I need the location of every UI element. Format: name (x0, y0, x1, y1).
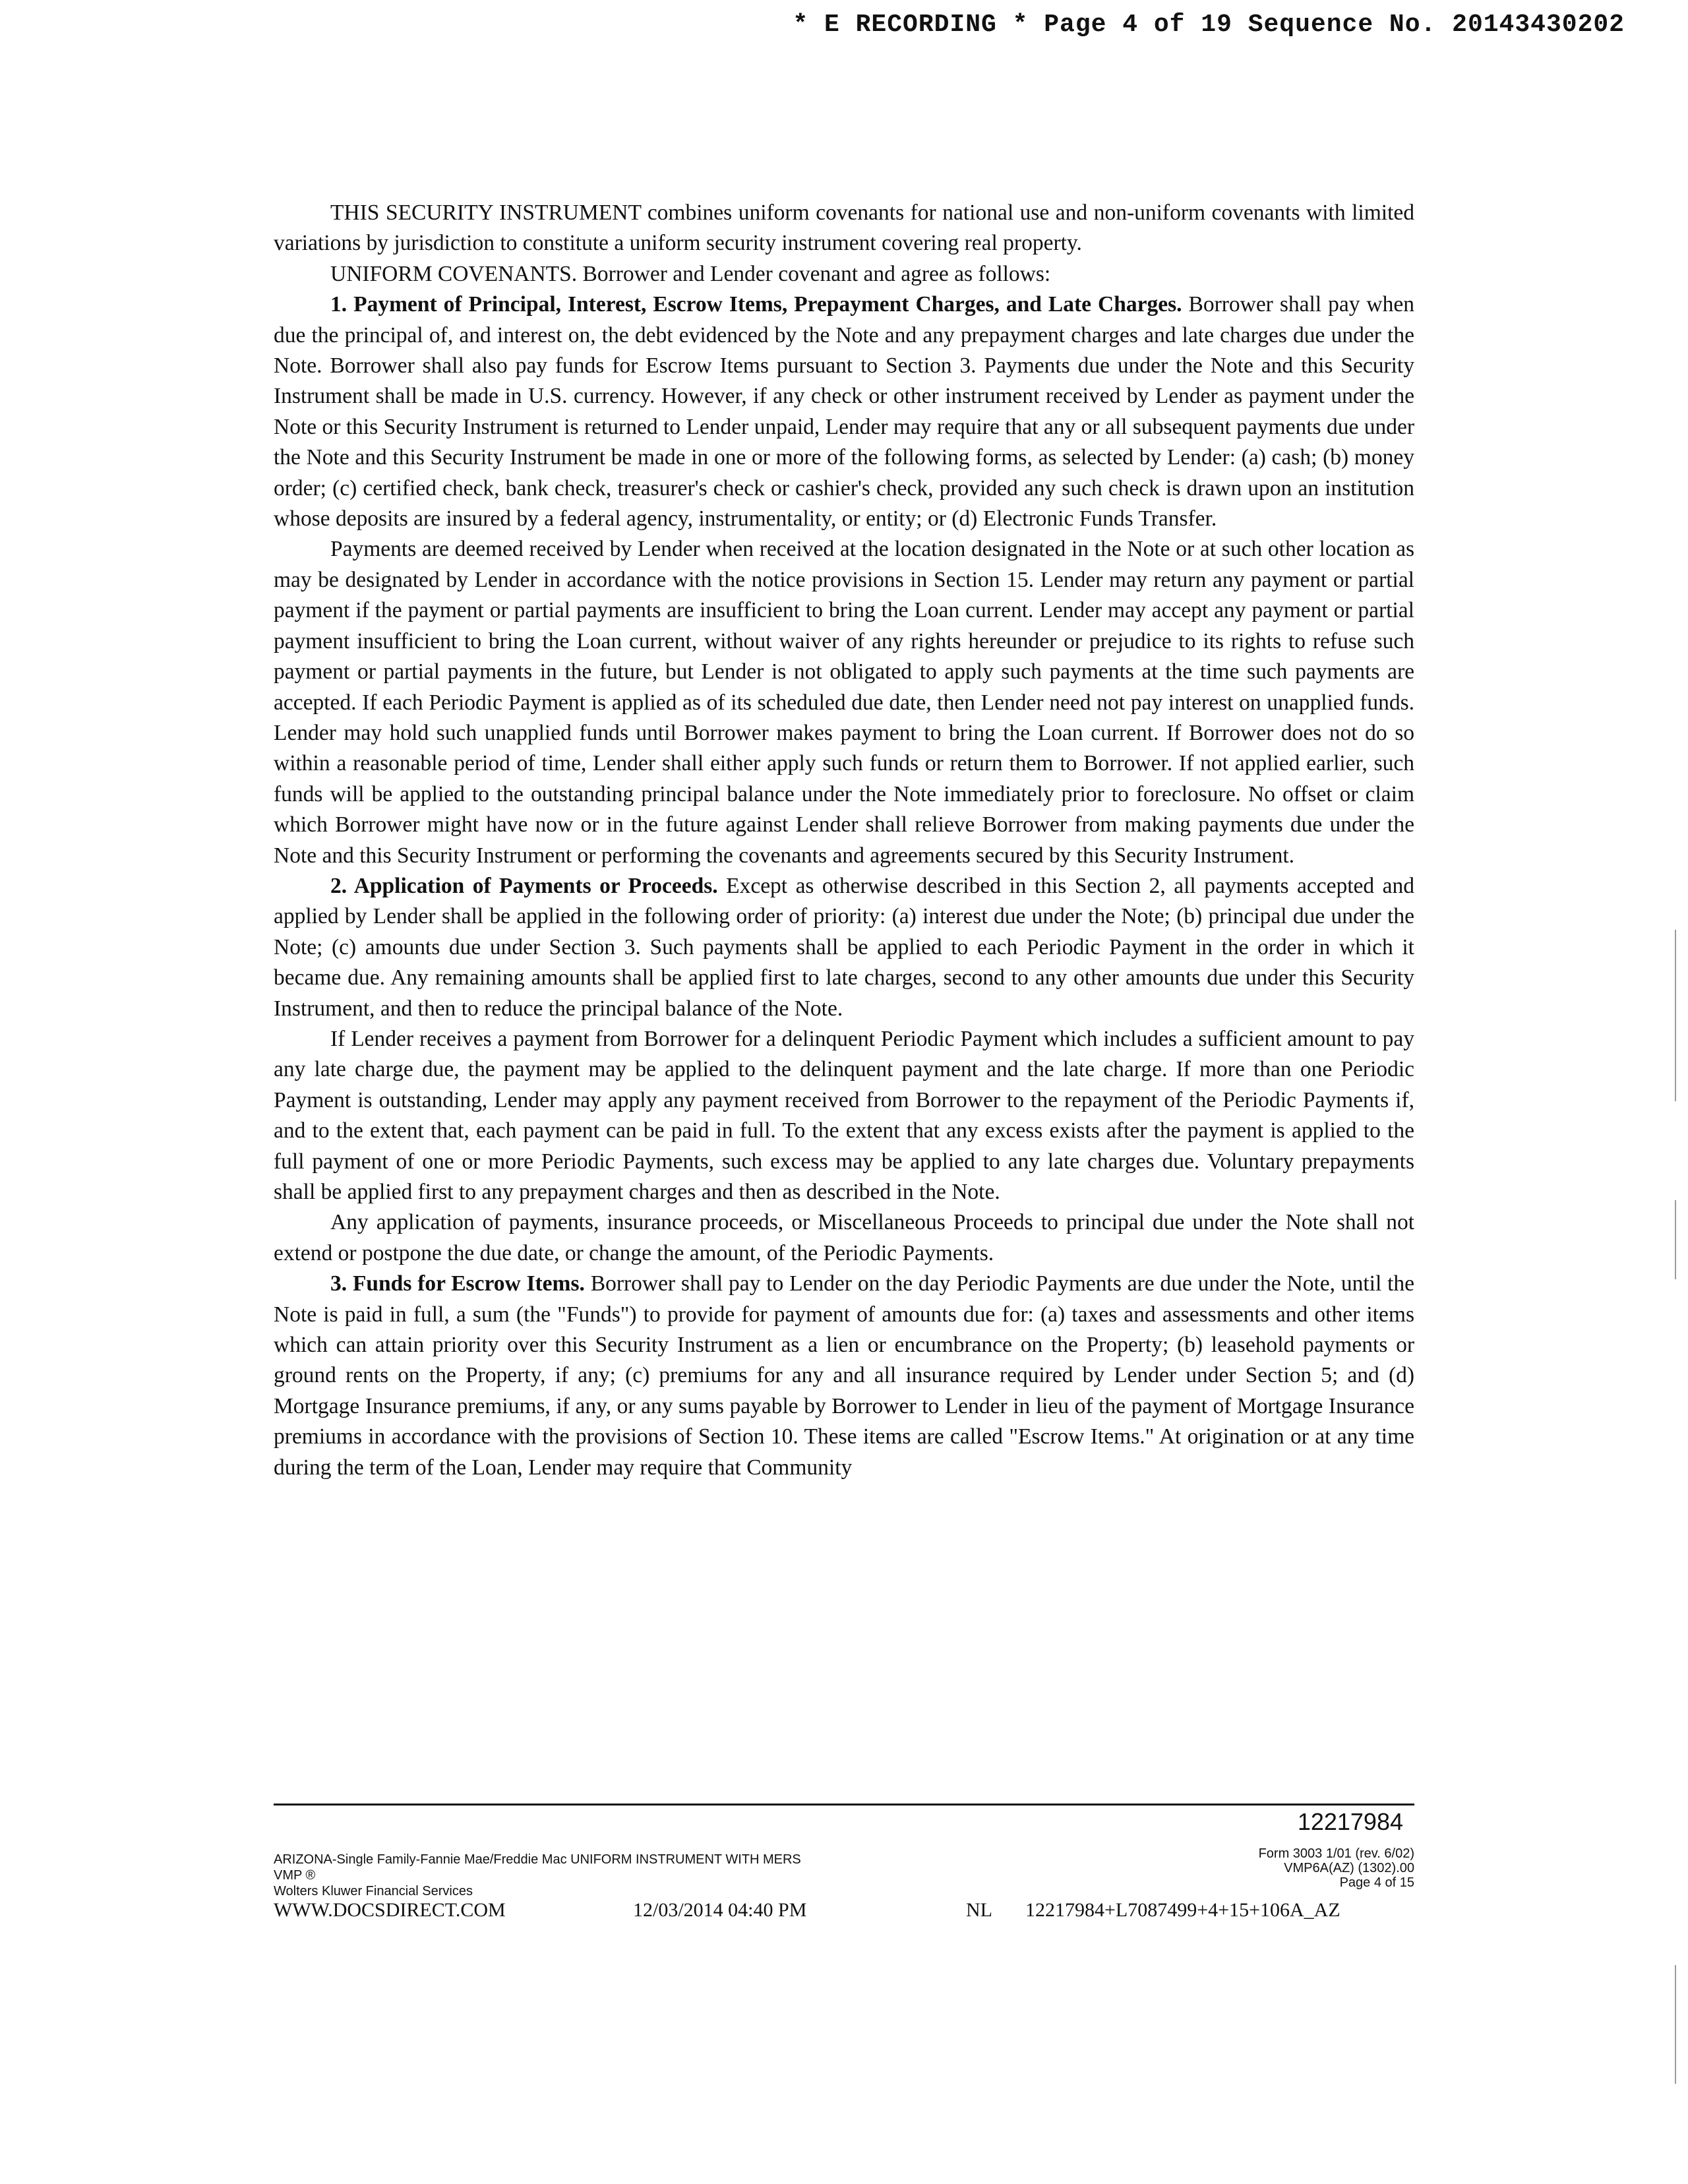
document-body (274, 198, 1414, 1483)
section-3-heading: 3. Funds for Escrow Items. (330, 1271, 585, 1296)
form-title: ARIZONA-Single Family-Fannie Mae/Freddie Mac UNIFORM INSTRUMENT WITH MERS (274, 1852, 801, 1867)
intro-paragraph: THIS SECURITY INSTRUMENT combines uniform covenants for national use and non-uniform covenants with limited variations by jurisdiction to constitute a uniform security instrument covering real property. (274, 200, 1414, 256)
publisher: Wolters Kluwer Financial Services (274, 1884, 473, 1898)
document-code: 12217984+L7087499+4+15+106A_AZ (1025, 1899, 1341, 1921)
initials: NL (966, 1899, 992, 1921)
website: WWW.DOCSDIRECT.COM (274, 1899, 506, 1921)
section-1-paragraph-2: Payments are deemed received by Lender when received at the location designated in the Note or at such other location as may be designated by Lender in accordance with the notice provisions in Section 15. Lender may return any payment or partial payment if the payment or partial payments are insufficient to bring the Loan current. Lender may accept any payment or partial payment insufficient to bring the Loan current, without waiver of any rights hereunder or prejudice to its rights to refuse such payment or partial payments in the future, but Lender is not obligated to apply such payments at the time such payments are accepted. If each Periodic Payment is applied as of its scheduled due date, then Lender need not pay interest on unapplied funds. Lender may hold such unapplied funds until Borrower makes payment to bring the Loan current. If Borrower does not do so within a reasonable period of time, Lender shall either apply such funds or return them to Borrower. If not applied earlier, such funds will be applied to the outstanding principal balance under the Note immediately prior to foreclosure. No offset or claim which Borrower might have now or in the future against Lender shall relieve Borrower from making payments due under the Note and this Security Instrument or performing the covenants and agreements secured by this Security Instrument. (274, 537, 1414, 868)
section-3-text: Borrower shall pay to Lender on the day Periodic Payments are due under the Note, until the Note is paid in full, a sum (the "Funds") to provide for payment of amounts due for: (a) taxes and assessments and other items which can attain priority over this Security Instrument as a lien or encumbrance on the Property; (b) leasehold payments or ground rents on the Property, if any; (c) premiums for any and all insurance required by Lender under Section 5; and (d) Mortgage Insurance premiums, if any, or any sums payable by Borrower to Lender in lieu of the payment of Mortgage Insurance premiums in accordance with the provisions of Section 10. These items are called "Escrow Items." At origination or at any time during the term of the Loan, Lender may require that Community (274, 1271, 1415, 1480)
section-2-heading: 2. Application of Payments or Proceeds. (330, 873, 718, 898)
footer-divider (274, 1804, 1414, 1805)
section-2-text: Except as otherwise described in this Section 2, all payments accepted and applied by Lender shall be applied in the following order of priority: (a) interest due under the Note; (b) principal due under the Note; (c) amounts due under Section 3. Such payments shall be applied to each Periodic Payment in the order in which it became due. Any remaining amounts shall be applied first to late charges, second to any other amounts due under this Security Instrument, and then to reduce the principal balance of the Note. (274, 873, 1414, 1021)
section-1-paragraph (274, 289, 1414, 534)
print-datetime: 12/03/2014 04:40 PM (633, 1899, 807, 1921)
section-1-text: Borrower shall pay when due the principal of, and interest on, the debt evidenced by the Note and any prepayment charges and late charges due under the Note. Borrower shall also pay funds for Escrow Items pursuant to Section 3. Payments due under the Note and this Security Instrument shall be made in U.S. currency. However, if any check or other instrument received by Lender as payment under the Note or this Security Instrument is returned to Lender unpaid, Lender may require that any or all subsequent payments due under the Note and this Security Instrument be made in one or more of the following forms, as selected by Lender: (a) cash; (b) money order; (c) certified check, bank check, treasurer's check or cashier's check, provided any such check is drawn upon an institution whose deposits are insured by a federal agency, instrumentality, or entity; or (d) Electronic Funds Transfer. (274, 292, 1414, 531)
vmp-code: VMP6A(AZ) (1302).00 (1284, 1861, 1414, 1875)
form-number: Form 3003 1/01 (rev. 6/02) (1258, 1846, 1414, 1861)
uniform-covenants-line: UNIFORM COVENANTS. Borrower and Lender covenant and agree as follows: (330, 261, 1051, 286)
scan-mark (1675, 1200, 1676, 1279)
scan-mark (1675, 1965, 1676, 2084)
scan-mark (1675, 930, 1676, 1101)
page-number: Page 4 of 15 (1339, 1875, 1414, 1890)
footer-form-info (274, 1852, 801, 1899)
section-2-paragraph (274, 871, 1414, 1024)
vmp-mark: VMP ® (274, 1868, 316, 1883)
section-2-paragraph-3: Any application of payments, insurance proceeds, or Miscellaneous Proceeds to principal due under the Note shall not extend or postpone the due date, or change the amount, of the Periodic Payments. (274, 1210, 1414, 1265)
loan-number: 12217984 (1297, 1808, 1403, 1835)
section-1-heading: 1. Payment of Principal, Interest, Escrow Items, Prepayment Charges, and Late Charges. (330, 292, 1182, 317)
section-3-paragraph (274, 1269, 1414, 1483)
footer-form-number (1259, 1846, 1414, 1890)
recording-header: * E RECORDING * Page 4 of 19 Sequence No. 20143430202 (793, 11, 1625, 39)
section-2-paragraph-2: If Lender receives a payment from Borrower for a delinquent Periodic Payment which includes a sufficient amount to pay any late charge due, the payment may be applied to the delinquent payment and the late charge. If more than one Periodic Payment is outstanding, Lender may apply any payment received from Borrower to the repayment of the Periodic Payments if, and to the extent that, each payment can be paid in full. To the extent that any excess exists after the payment is applied to the full payment of one or more Periodic Payments, such excess may be applied to any late charges due. Voluntary prepayments shall be applied first to any prepayment charges and then as described in the Note. (274, 1026, 1414, 1204)
